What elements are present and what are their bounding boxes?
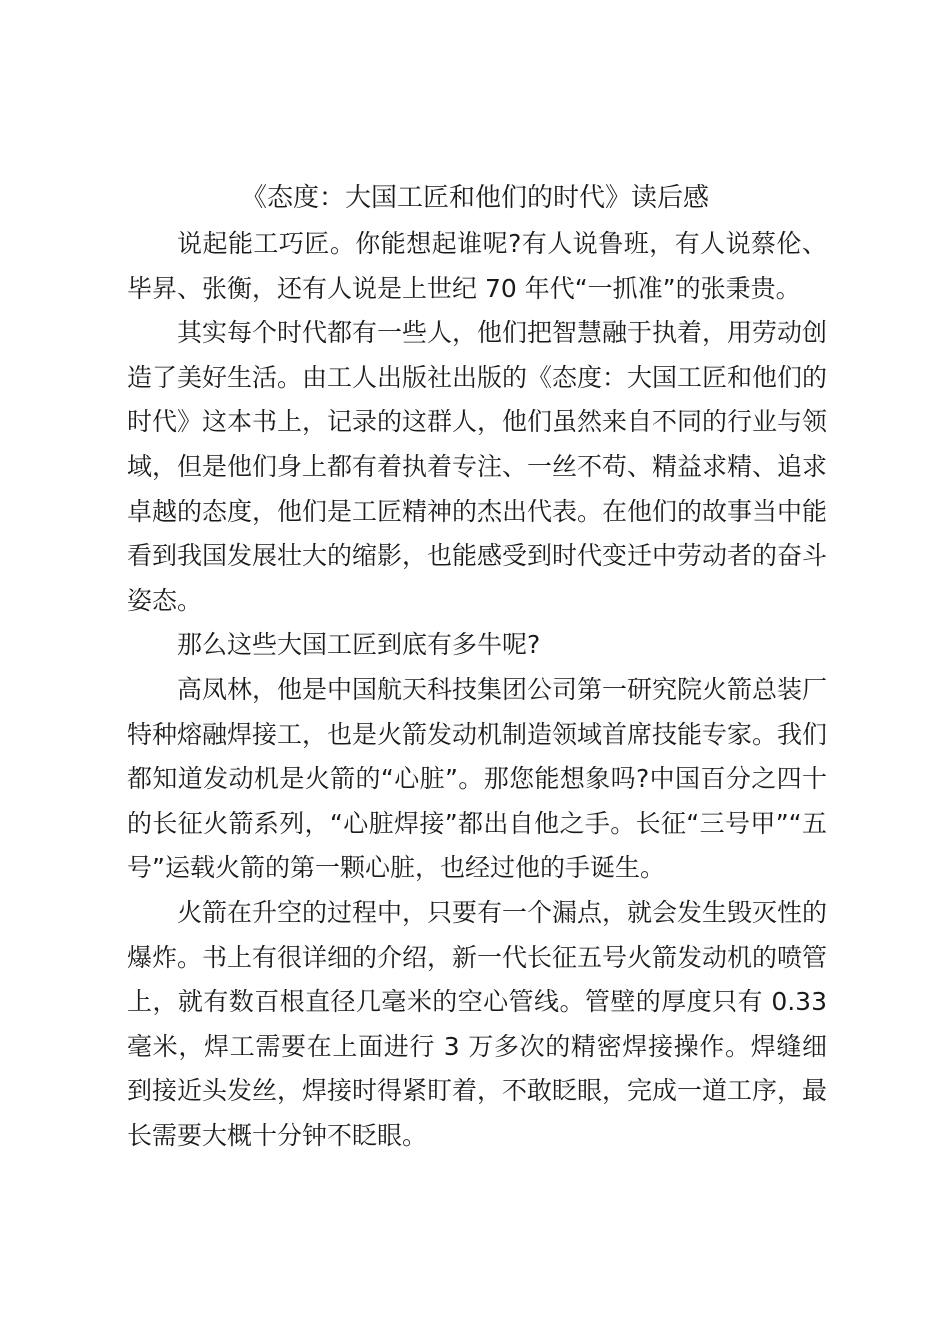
document-title: 《态度：大国工匠和他们的时代》读后感 [240,183,709,213]
document-body [127,222,827,1158]
paragraph-4: 高凤林，他是中国航天科技集团公司第一研究院火箭总装厂特种熔融焊接工，也是火箭发动机制造领域首席技能专家。我们都知道发动机是火箭的“心脏”。那您能想象吗?中国百分之四十的长征火箭系列，“心脏焊接”都出自他之手。长征“三号甲”“五号”运载火箭的第一颗心脏，也经过他的手诞生。 [127,674,828,883]
paragraph-2: 其实每个时代都有一些人，他们把智慧融于执着，用劳动创造了美好生活。由工人出版社出版的《态度：大国工匠和他们的时代》这本书上，记录的这群人，他们虽然来自不同的行业与领域，但是他们身上都有着执着专注、一丝不苟、精益求精、追求卓越的态度，他们是工匠精神的杰出代表。在他们的故事当中能看到我国发展壮大的缩影，也能感受到时代变迁中劳动者的奋斗姿态。 [127,318,828,615]
paragraph-5: 火箭在升空的过程中，只要有一个漏点，就会发生毁灭性的爆炸。书上有很详细的介绍，新一代长征五号火箭发动机的喷管上，就有数百根直径几毫米的空心管线。管壁的厚度只有 0.33 毫米，焊工需要在上面进行 3 万多次的精密焊接操作。焊缝细到接近头发丝，焊接时得紧盯着，不敢眨眼，完成一道工序，最长需要大概十分钟不眨眼。 [127,897,828,1150]
paragraph-3: 那么这些大国工匠到底有多牛呢? [177,630,541,660]
paragraph-1: 说起能工巧匠。你能想起谁呢?有人说鲁班，有人说蔡伦、毕昇、张衡，还有人说是上世纪 70 年代“一抓准”的张秉贵。 [127,229,827,303]
